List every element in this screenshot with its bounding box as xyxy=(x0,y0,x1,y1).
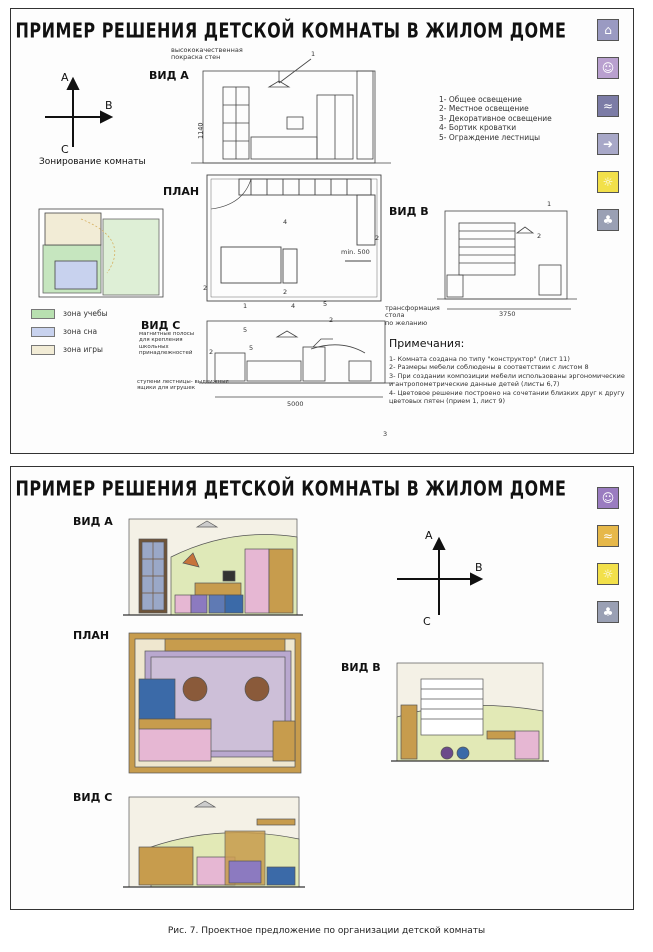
view-b-elevation xyxy=(437,211,577,309)
boat-icon: ≈ xyxy=(597,95,619,117)
sheet2-view-b-label: ВИД В xyxy=(341,661,381,674)
magnet-strips-note: магнитные полосы для крепления школьных принадлежностей xyxy=(139,331,195,356)
colored-view-b xyxy=(391,663,549,761)
zoning-plan xyxy=(39,209,163,297)
sheet2-view-a-label: ВИД А xyxy=(73,515,113,528)
legend-item: 3- Декоративное освещение xyxy=(439,113,552,123)
plan-callout-2c: 2 xyxy=(283,288,288,296)
sheet2-compass-a: А xyxy=(425,529,433,542)
tree-icon: ♣ xyxy=(597,209,619,231)
boat-icon: ≈ xyxy=(597,525,619,547)
main-plan xyxy=(207,175,381,301)
compass-b-label: В xyxy=(105,99,113,112)
lamp-icon: ☼ xyxy=(597,563,619,585)
compass-symbol xyxy=(45,79,111,147)
lamp-icon: ☼ xyxy=(597,171,619,193)
compass-c-label: С xyxy=(61,143,69,156)
legend-item: 1- Общее освещение xyxy=(439,95,522,104)
steps-drawers-note: ступени лестницы- выдвижные ящики для игрушек xyxy=(137,379,229,392)
sheet2-plan-label: ПЛАН xyxy=(73,629,110,642)
legend-item: 2- Местное освещение xyxy=(439,104,529,114)
view-c-callout-5a: 5 xyxy=(243,326,248,334)
zone-swatch-play xyxy=(31,345,55,355)
view-a-callout-1: 1 xyxy=(311,50,316,58)
sheet2-compass-symbol xyxy=(397,539,481,615)
sheet1-view-b-label: ВИД В xyxy=(389,205,429,218)
sheet1-plan-label: ПЛАН xyxy=(163,185,200,198)
home-icon: ⌂ xyxy=(597,19,619,41)
plan-min-dimension: min. 500 xyxy=(341,248,370,256)
drawing-sheet-1 xyxy=(10,8,634,454)
view-c-dimension: 5000 xyxy=(287,400,304,408)
note-item: 4- Цветовое решение построено на сочетании близких друг к другу цветовых пятен (прием 1, лист 9) xyxy=(389,388,625,406)
zone-label-play: зона игры xyxy=(63,345,103,354)
view-b-callout-1: 1 xyxy=(547,200,552,208)
sheet1-title: ПРИМЕР РЕШЕНИЯ ДЕТСКОЙ КОМНАТЫ В ЖИЛОМ ДОМЕ xyxy=(15,18,567,43)
figure-caption: Рис. 7. Проектное предложение по организации детской комнаты xyxy=(167,926,486,936)
view-b-dimension: 3750 xyxy=(499,310,516,318)
plan-callout-5: 5 xyxy=(323,300,328,308)
plan-callout-2a: 2 xyxy=(203,284,208,292)
note-item: 3- При создании композиции мебели использованы эргономические и антропометрические данные детей (листы 6,7) xyxy=(389,371,625,389)
sheet1-view-a-label: ВИД А xyxy=(149,69,189,82)
zone-swatch-study xyxy=(31,309,55,319)
wall-paint-note: высококачественная покраска стен xyxy=(171,46,243,62)
tree-icon: ♣ xyxy=(597,601,619,623)
view-a-dimension: 1140 xyxy=(196,122,205,140)
sheet2-title: ПРИМЕР РЕШЕНИЯ ДЕТСКОЙ КОМНАТЫ В ЖИЛОМ ДОМЕ xyxy=(15,476,567,501)
notes-title: Примечания: xyxy=(389,337,465,350)
view-c-callout-3: 3 xyxy=(383,430,388,438)
legend-item: 4- Бортик кроватки xyxy=(439,123,517,133)
plan-callout-2b: 2 xyxy=(375,234,380,242)
view-c-callout-2: 2 xyxy=(209,348,214,356)
sheet2-compass-c: С xyxy=(423,615,431,628)
view-c-callout-1: 1 xyxy=(243,302,248,310)
sheet1-view-c-label: ВИД С xyxy=(141,319,181,332)
colored-view-c xyxy=(123,797,305,887)
zone-label-sleep: зона сна xyxy=(63,327,98,336)
sheet2-view-c-label: ВИД С xyxy=(73,791,113,804)
plan-callout-4: 4 xyxy=(283,218,288,226)
colored-plan xyxy=(129,633,301,773)
zoning-title: Зонирование комнаты xyxy=(39,157,146,167)
zone-swatch-sleep xyxy=(31,327,55,337)
view-c-callout-5b: 5 xyxy=(249,344,254,352)
arrow-right-icon: ➜ xyxy=(597,133,619,155)
drawing-sheet-2 xyxy=(10,466,634,910)
lighting-legend xyxy=(439,95,552,142)
view-c-callout-4: 4 xyxy=(291,302,296,310)
note-item: 1- Комната создана по типу "конструктор" (лист 11) xyxy=(389,355,570,363)
sheet2-drawings xyxy=(11,467,633,909)
legend-item: 5- Ограждение лестницы xyxy=(439,132,541,142)
notes-list xyxy=(389,355,629,406)
compass-a-label: А xyxy=(61,71,69,84)
child-icon: ☺ xyxy=(597,57,619,79)
view-a-elevation xyxy=(191,59,391,163)
colored-view-a xyxy=(123,519,303,615)
view-b-callout-2: 2 xyxy=(537,232,542,240)
zone-label-study: зона учебы xyxy=(63,309,108,318)
transform-note: трансформация стола по желанию xyxy=(385,304,440,327)
note-item: 2- Размеры мебели соблюдены в соответствии с листом 8 xyxy=(389,363,589,372)
plan-callout-2d: 2 xyxy=(329,316,334,324)
child-icon: ☺ xyxy=(597,487,619,509)
sheet2-compass-b: В xyxy=(475,561,483,574)
